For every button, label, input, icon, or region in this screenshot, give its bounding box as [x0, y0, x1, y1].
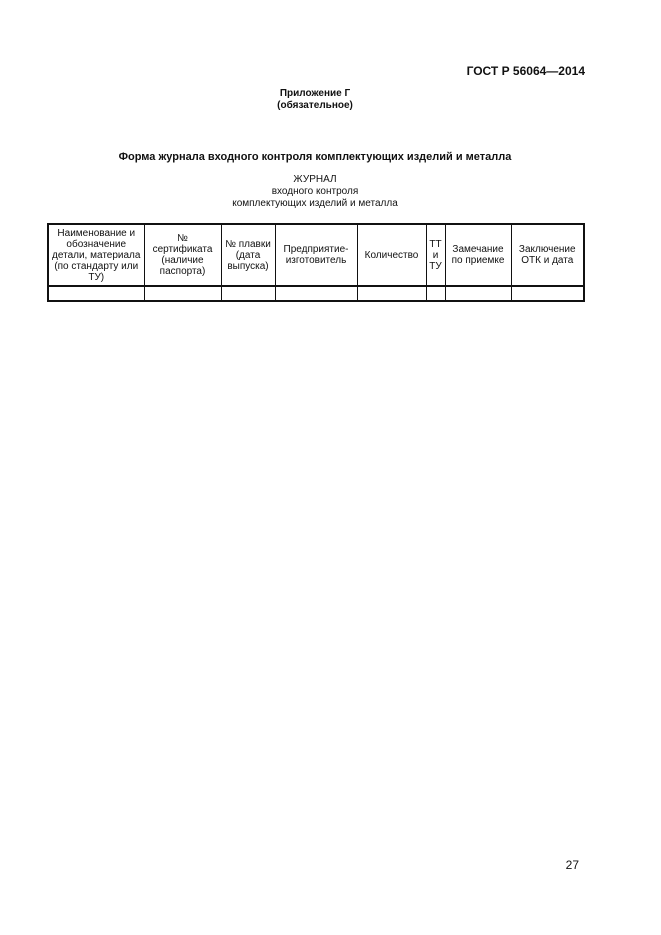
column-header-remarks: Замечание по приемке: [445, 224, 511, 286]
journal-title: ЖУРНАЛ: [293, 174, 337, 185]
standard-code: ГОСТ Р 56064—2014: [466, 64, 585, 78]
column-header-heat-number: № плавки (дата выпуска): [221, 224, 275, 286]
table-cell: [48, 286, 144, 301]
table-cell: [144, 286, 221, 301]
column-header-manufacturer: Предприятие-изготовитель: [275, 224, 357, 286]
form-title: Форма журнала входного контроля комплектующих изделий и металла: [118, 151, 512, 163]
journal-heading: [0, 174, 630, 210]
journal-table: [47, 223, 585, 302]
table-cell: [357, 286, 426, 301]
table-cell: [221, 286, 275, 301]
table-row: [48, 286, 584, 301]
table-header-row: [48, 224, 584, 286]
appendix-status: (обязательное): [277, 100, 353, 111]
table-cell: [445, 286, 511, 301]
column-header-name: Наименование и обозначение детали, материала (по стандарту или ТУ): [48, 224, 144, 286]
column-header-certificate: № сертификата (наличие паспорта): [144, 224, 221, 286]
page-number: 27: [565, 858, 579, 872]
table-cell: [426, 286, 445, 301]
journal-subtitle-1: входного контроля: [271, 186, 359, 197]
table-cell: [275, 286, 357, 301]
column-header-quantity: Количество: [357, 224, 426, 286]
table-cell: [511, 286, 584, 301]
column-header-otk-conclusion: Заключение ОТК и дата: [511, 224, 584, 286]
journal-subtitle-2: комплектующих изделий и металла: [232, 198, 398, 209]
column-header-tt-tu: ТТ и ТУ: [426, 224, 445, 286]
appendix-title: Приложение Г: [279, 88, 351, 99]
appendix-heading: [0, 88, 630, 112]
